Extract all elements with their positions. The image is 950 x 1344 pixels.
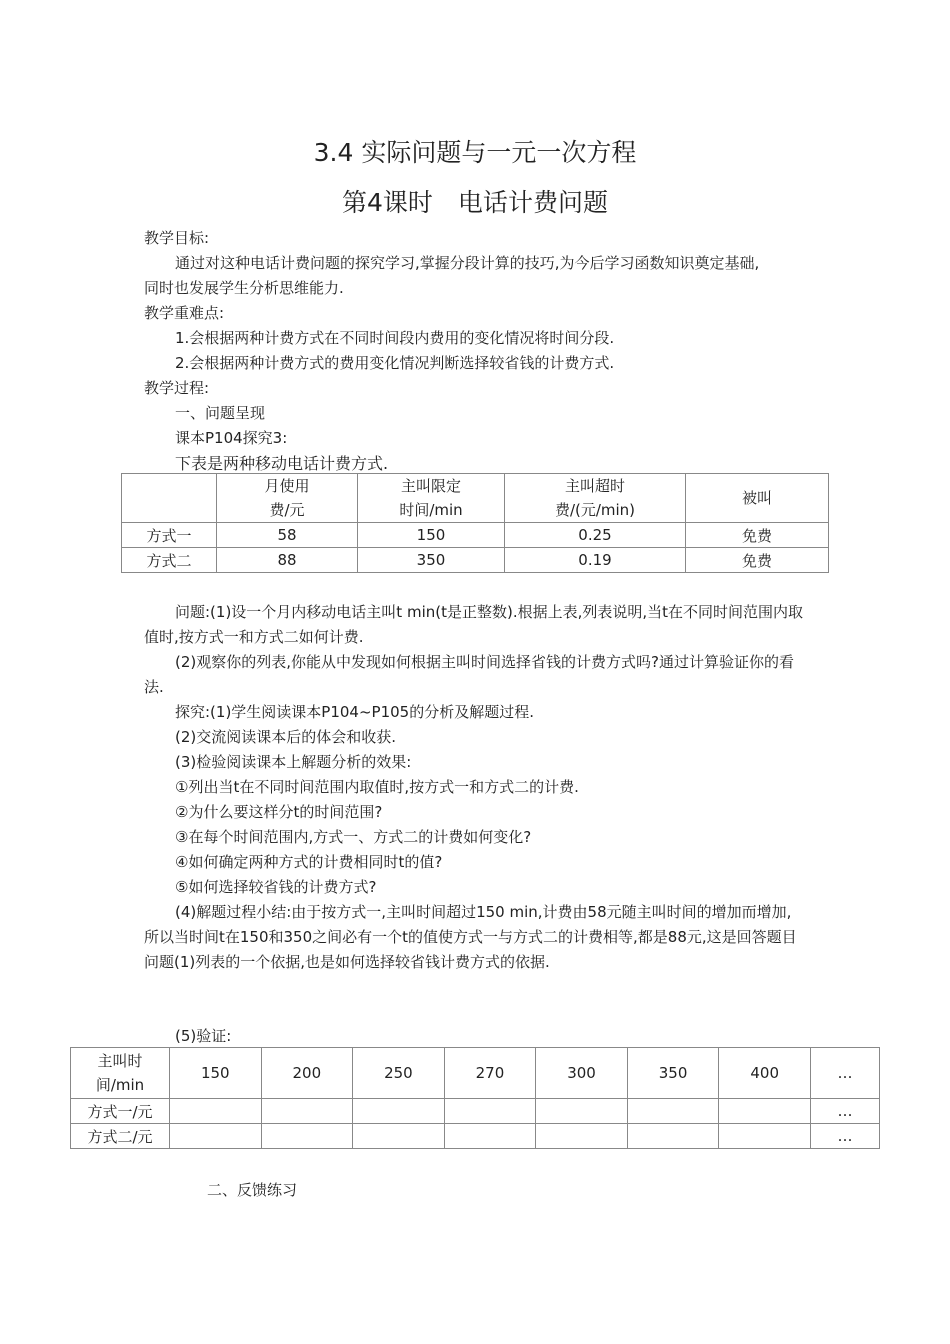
lesson-subtitle: 第4课时 电话计费问题 [342,188,608,217]
table-cell: 150 [358,523,505,548]
process-heading: 教学过程: [144,379,210,397]
check-item-3: ③在每个时间范围内,方式一、方式二的计费如何变化? [175,828,532,846]
table-cell: 方式二/元 [71,1124,170,1149]
table-cell: 方式一/元 [71,1099,170,1124]
table-cell [627,1099,719,1124]
table-header-cell: 300 [536,1048,628,1099]
table-header-cell: … [811,1048,880,1099]
table-header-cell: 被叫 [686,474,829,523]
section-2-heading: 二、反馈练习 [207,1181,298,1199]
table-row [122,548,829,573]
key-point-2: 2.会根据两种计费方式的费用变化情况判断选择较省钱的计费方式. [175,354,615,372]
table-row [71,1124,880,1149]
table-header-cell: 主叫时 间/min [71,1048,170,1099]
summary: (4)解题过程小结:由于按方式一,主叫时间超过150 min,计费由58元随主叫时间的增加而增加,所以当时间t在150和350之间必有一个t的值使方式一与方式二的计费相等,都是88元,这是回答题目问题(1)列表的一个依据,也是如何选择较省钱计费方式的依据. [144,903,797,971]
table-header-cell: 月使用 费/元 [217,474,358,523]
table-cell [627,1124,719,1149]
table-cell: 0.25 [505,523,686,548]
check-item-5: ⑤如何选择较省钱的计费方式? [175,878,377,896]
table-cell [261,1124,353,1149]
goals-text: 通过对这种电话计费问题的探究学习,掌握分段计算的技巧,为今后学习函数知识奠定基础, [175,254,760,272]
table-cell: … [811,1099,880,1124]
check-item-4: ④如何确定两种方式的计费相同时t的值? [175,853,443,871]
table-header-cell: 主叫限定 时间/min [358,474,505,523]
question-1: 问题:(1)设一个月内移动电话主叫t min(t是正整数).根据上表,列表说明,当t在不同时间范围内取值时,按方式一和方式二如何计费. [144,603,804,646]
goals-text-2: 同时也发展学生分析思维能力. [144,279,344,297]
table-cell [261,1099,353,1124]
table-cell: 免费 [686,523,829,548]
table-cell [444,1124,536,1149]
table-header-cell: 250 [353,1048,445,1099]
explore-3: (3)检验阅读课本上解题分析的效果: [175,753,412,771]
table-cell [536,1124,628,1149]
table-cell: 88 [217,548,358,573]
table-cell: 350 [358,548,505,573]
table-cell: 方式二 [122,548,217,573]
table-cell [719,1099,811,1124]
section-1-heading: 一、问题呈现 [175,404,266,422]
verify-table [70,1047,880,1149]
table-cell: 0.19 [505,548,686,573]
table-cell [536,1099,628,1124]
table-cell [444,1099,536,1124]
table-cell [719,1124,811,1149]
explore-2: (2)交流阅读课本后的体会和收获. [175,728,397,746]
table-cell [353,1099,445,1124]
key-point-1: 1.会根据两种计费方式在不同时间段内费用的变化情况将时间分段. [175,329,615,347]
check-item-1: ①列出当t在不同时间范围内取值时,按方式一和方式二的计费. [175,778,579,796]
table-header-cell: 270 [444,1048,536,1099]
table-cell [170,1099,262,1124]
table-header-cell: 400 [719,1048,811,1099]
key-heading: 教学重难点: [144,304,225,322]
table-cell: 58 [217,523,358,548]
table-row [122,523,829,548]
table-header-cell: 主叫超时 费/(元/min) [505,474,686,523]
table-cell [353,1124,445,1149]
explore-1: 探究:(1)学生阅读课本P104~P105的分析及解题过程. [175,703,534,721]
table-row [71,1099,880,1124]
check-item-2: ②为什么要这样分t的时间范围? [175,803,383,821]
question-2: (2)观察你的列表,你能从中发现如何根据主叫时间选择省钱的计费方式吗?通过计算验证你的看法. [144,653,794,696]
table-header-cell: 350 [627,1048,719,1099]
table-cell: 方式一 [122,523,217,548]
table-cell: 免费 [686,548,829,573]
textbook-ref: 课本P104探究3: [175,429,288,447]
billing-table [121,473,829,573]
goals-heading: 教学目标: [144,229,210,247]
table-header-cell: 200 [261,1048,353,1099]
table-header-cell [122,474,217,523]
table-header-cell: 150 [170,1048,262,1099]
verify-heading: (5)验证: [175,1027,232,1045]
table-intro: 下表是两种移动电话计费方式. [175,454,389,473]
table-cell: … [811,1124,880,1149]
page-title: 3.4 实际问题与一元一次方程 [313,138,637,167]
table-cell [170,1124,262,1149]
